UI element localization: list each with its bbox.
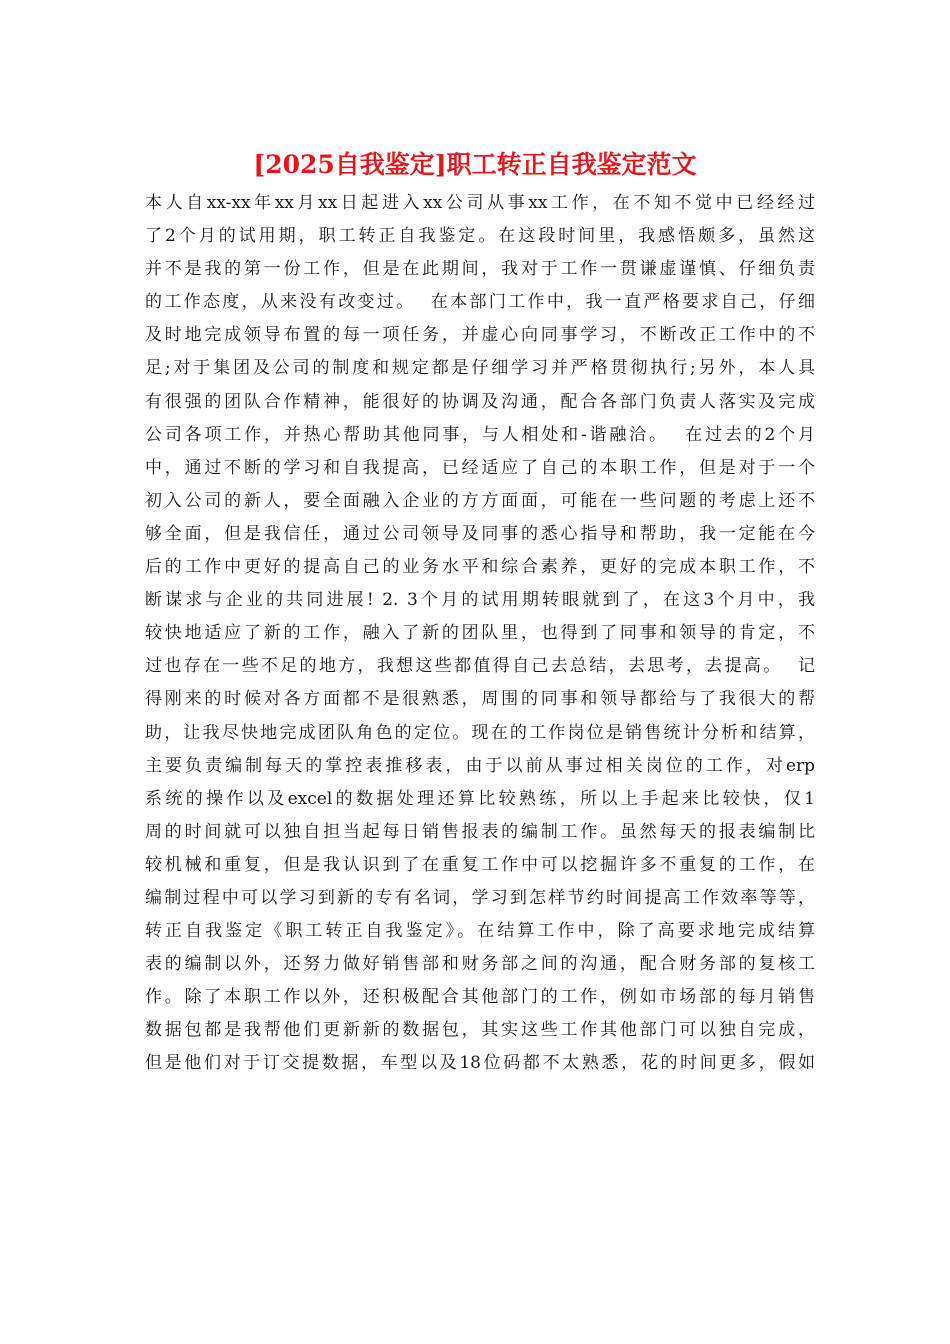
body-line: 有很强的团队合作精神，能很好的协调及沟通，配合各部门负责人落实及完成 (145, 391, 815, 412)
body-line: 中，通过不断的学习和自我提高，已经适应了自己的本职工作，但是对于一个 (145, 457, 815, 478)
body-line: 较快地适应了新的工作，融入了新的团队里，也得到了同事和领导的肯定，不 (145, 623, 815, 644)
body-line: 断谋求与企业的共同进展! 2. 3个月的试用期转眼就到了，在这3个月中，我 (145, 590, 815, 611)
body-line: 主要负责编制每天的掌控表推移表，由于以前从事过相关岗位的工作，对erp (145, 755, 815, 776)
body-line: 足;对于集团及公司的制度和规定都是仔细学习并严格贯彻执行;另外，本人具 (145, 358, 815, 379)
body-line: 后的工作中更好的提高自己的业务水平和综合素养，更好的完成本职工作，不 (145, 557, 815, 578)
body-line: 本人自xx-xx年xx月xx日起进入xx公司从事xx工作，在不知不觉中已经经过 (145, 193, 815, 213)
body-line: 转正自我鉴定《职工转正自我鉴定》。在结算工作中，除了高要求地完成结算 (145, 921, 815, 942)
body-line: 得刚来的时候对各方面都不是很熟悉，周围的同事和领导都给与了我很大的帮 (145, 689, 815, 710)
body-line: 初入公司的新人，要全面融入企业的方方面面，可能在一些问题的考虑上还不 (145, 490, 815, 511)
document-title: [2025自我鉴定]职工转正自我鉴定范文 (253, 150, 697, 179)
body-line: 作。除了本职工作以外，还积极配合其他部门的工作，例如市场部的每月销售 (145, 987, 815, 1008)
body-line: 表的编制以外，还努力做好销售部和财务部之间的沟通，配合财务部的复核工 (145, 954, 815, 975)
body-line: 的工作态度，从来没有改变过。 在本部门工作中，我一直严格要求自己，仔细 (145, 292, 815, 313)
body-line: 及时地完成领导布置的每一项任务，并虚心向同事学习，不断改正工作中的不 (145, 325, 815, 346)
body-line: 公司各项工作，并热心帮助其他同事，与人相处和-谐融洽。 在过去的2个月 (145, 424, 815, 445)
body-line: 了2个月的试用期，职工转正自我鉴定。在这段时间里，我感悟颇多，虽然这 (145, 226, 815, 247)
body-line: 并不是我的第一份工作，但是在此期间，我对于工作一贯谦虚谨慎、仔细负责 (145, 259, 815, 280)
body-line: 较机械和重复，但是我认识到了在重复工作中可以挖掘许多不重复的工作，在 (145, 854, 815, 875)
body-line: 数据包都是我帮他们更新新的数据包，其实这些工作其他部门可以独自完成， (145, 1020, 815, 1041)
body-line: 过也存在一些不足的地方，我想这些都值得自己去总结，去思考，去提高。 记 (145, 656, 815, 677)
body-line: 编制过程中可以学习到新的专有名词，学习到怎样节约时间提高工作效率等等， (145, 887, 815, 908)
body-line: 周的时间就可以独自担当起每日销售报表的编制工作。虽然每天的报表编制比 (145, 821, 815, 842)
body-line: 够全面，但是我信任，通过公司领导及同事的悉心指导和帮助，我一定能在今 (145, 523, 815, 544)
body-line: 助，让我尽快地完成团队角色的定位。现在的工作岗位是销售统计分析和结算， (145, 722, 815, 743)
document-body (145, 187, 815, 1081)
body-line: 但是他们对于订交提数据，车型以及18位码都不太熟悉，花的时间更多，假如 (145, 1053, 815, 1074)
body-line: 系统的操作以及excel的数据处理还算比较熟练，所以上手起来比较快，仅1 (145, 788, 815, 809)
